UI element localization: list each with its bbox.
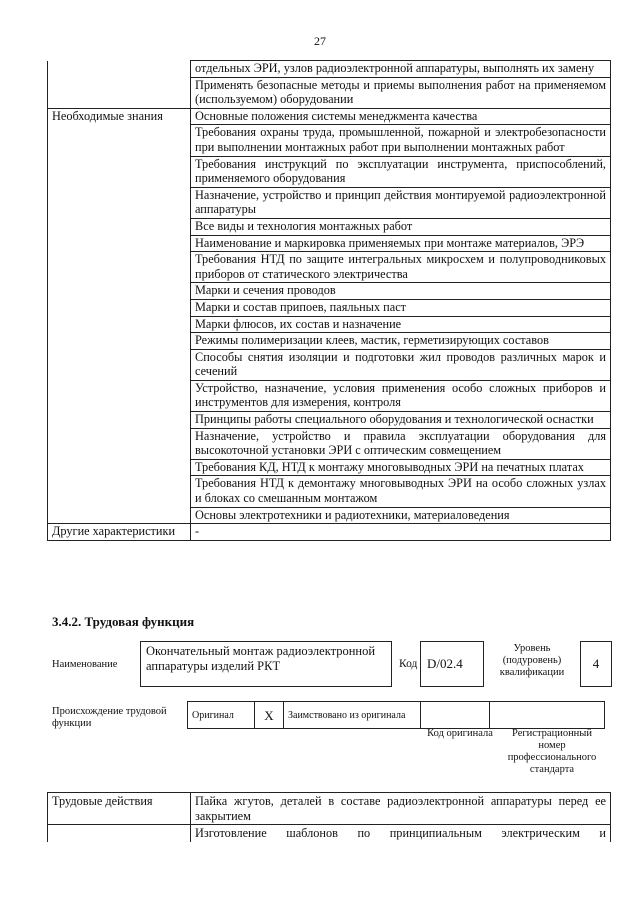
knowledge-item: Марки и состав припоев, паяльных паст (191, 299, 611, 316)
table-row (48, 459, 611, 476)
knowledge-item: Наименование и маркировка применяемых при монтаже материалов, ЭРЭ (191, 235, 611, 252)
knowledge-item: Режимы полимеризации клеев, мастик, герметизирующих составов (191, 333, 611, 350)
function-name-value: Окончательный монтаж радиоэлектронной аппаратуры изделий РКТ (140, 641, 392, 687)
original-label: Оригинал (188, 702, 255, 729)
skill-item: Применять безопасные методы и приемы выполнения работ на применяемом (используемом) оборудовании (191, 77, 611, 108)
table-row (48, 316, 611, 333)
original-mark: X (255, 702, 284, 729)
knowledge-item: Назначение, устройство и принцип действия монтируемой радиоэлектронной аппаратуры (191, 187, 611, 218)
origin-label: Происхождение трудовой функции (52, 706, 167, 729)
table-row (48, 793, 611, 825)
section-title: 3.4.2. Трудовая функция (52, 614, 195, 629)
other-label: Другие характеристики (48, 524, 191, 541)
knowledge-item: Требования НТД к демонтажу многовыводных ЭРИ на особо сложных узлах и блоках со смешанным монтажом (191, 476, 611, 507)
origin-table (187, 701, 605, 729)
knowledge-item: Требования инструкций по эксплуатации инструмента, приспособлений, применяемого оборудования (191, 156, 611, 187)
knowledge-item: Способы снятия изоляции и подготовки жил проводов различных марок и сечений (191, 349, 611, 380)
level-value: 4 (580, 641, 612, 687)
empty-label-cell (48, 825, 191, 842)
table-row (48, 283, 611, 300)
knowledge-item: Марки флюсов, их состав и назначение (191, 316, 611, 333)
knowledge-item: Устройство, назначение, условия применения особо сложных приборов и инструментов для измерения, контроля (191, 380, 611, 411)
table-row (48, 235, 611, 252)
original-code-cell (421, 702, 490, 729)
table-row (48, 380, 611, 411)
table-row (48, 428, 611, 459)
table-row (48, 252, 611, 283)
other-value: - (191, 524, 611, 541)
table-row (48, 156, 611, 187)
actions-table (47, 792, 611, 842)
code-label: Код (399, 658, 418, 670)
code-caption: Код оригинала (427, 728, 493, 739)
knowledge-label: Необходимые знания (48, 108, 191, 125)
action-item: Изготовление шаблонов по принципиальным электрическим и (191, 825, 611, 842)
table-row (48, 412, 611, 429)
empty-label-cell (48, 61, 191, 78)
function-code-value: D/02.4 (420, 641, 484, 687)
requirements-table (47, 60, 611, 541)
reg-caption: Регистрационный номер профессионального стандарта (507, 728, 597, 775)
actions-label: Трудовые действия (48, 793, 191, 825)
table-row (48, 299, 611, 316)
borrowed-label: Заимствовано из оригинала (284, 702, 421, 729)
reg-number-cell (490, 702, 605, 729)
knowledge-item: Принципы работы специального оборудования и технологической оснастки (191, 412, 611, 429)
table-row (48, 333, 611, 350)
knowledge-item: Назначение, устройство и правила эксплуатации оборудования для высокоточной установки ЭРИ с оптическим совмещением (191, 428, 611, 459)
skill-item: отдельных ЭРИ, узлов радиоэлектронной аппаратуры, выполнять их замену (191, 61, 611, 78)
page-number: 27 (314, 34, 326, 48)
knowledge-item: Все виды и технология монтажных работ (191, 218, 611, 235)
knowledge-item: Основы электротехники и радиотехники, материаловедения (191, 507, 611, 524)
action-item: Пайка жгутов, деталей в составе радиоэлектронной аппаратуры перед ее закрытием (191, 793, 611, 825)
table-row (48, 187, 611, 218)
knowledge-item: Основные положения системы менеджмента качества (191, 108, 611, 125)
table-row (48, 77, 611, 108)
table-row (48, 349, 611, 380)
knowledge-item: Требования КД, НТД к монтажу многовыводных ЭРИ на печатных платах (191, 459, 611, 476)
table-row (48, 524, 611, 541)
level-label: Уровень (подуровень) квалификации (499, 643, 565, 678)
table-row (48, 218, 611, 235)
function-name-label: Наименование (52, 659, 118, 670)
table-row (48, 61, 611, 78)
table-row (48, 507, 611, 524)
table-row (48, 825, 611, 842)
knowledge-item: Требования НТД по защите интегральных микросхем и полупроводниковых приборов от статического электричества (191, 252, 611, 283)
table-row (48, 125, 611, 156)
knowledge-item: Марки и сечения проводов (191, 283, 611, 300)
knowledge-item: Требования охраны труда, промышленной, пожарной и электробезопасности при выполнении монтажных работ при выполнении монтажных работ (191, 125, 611, 156)
table-row (48, 476, 611, 507)
table-row (48, 108, 611, 125)
empty-label-cell (48, 77, 191, 108)
